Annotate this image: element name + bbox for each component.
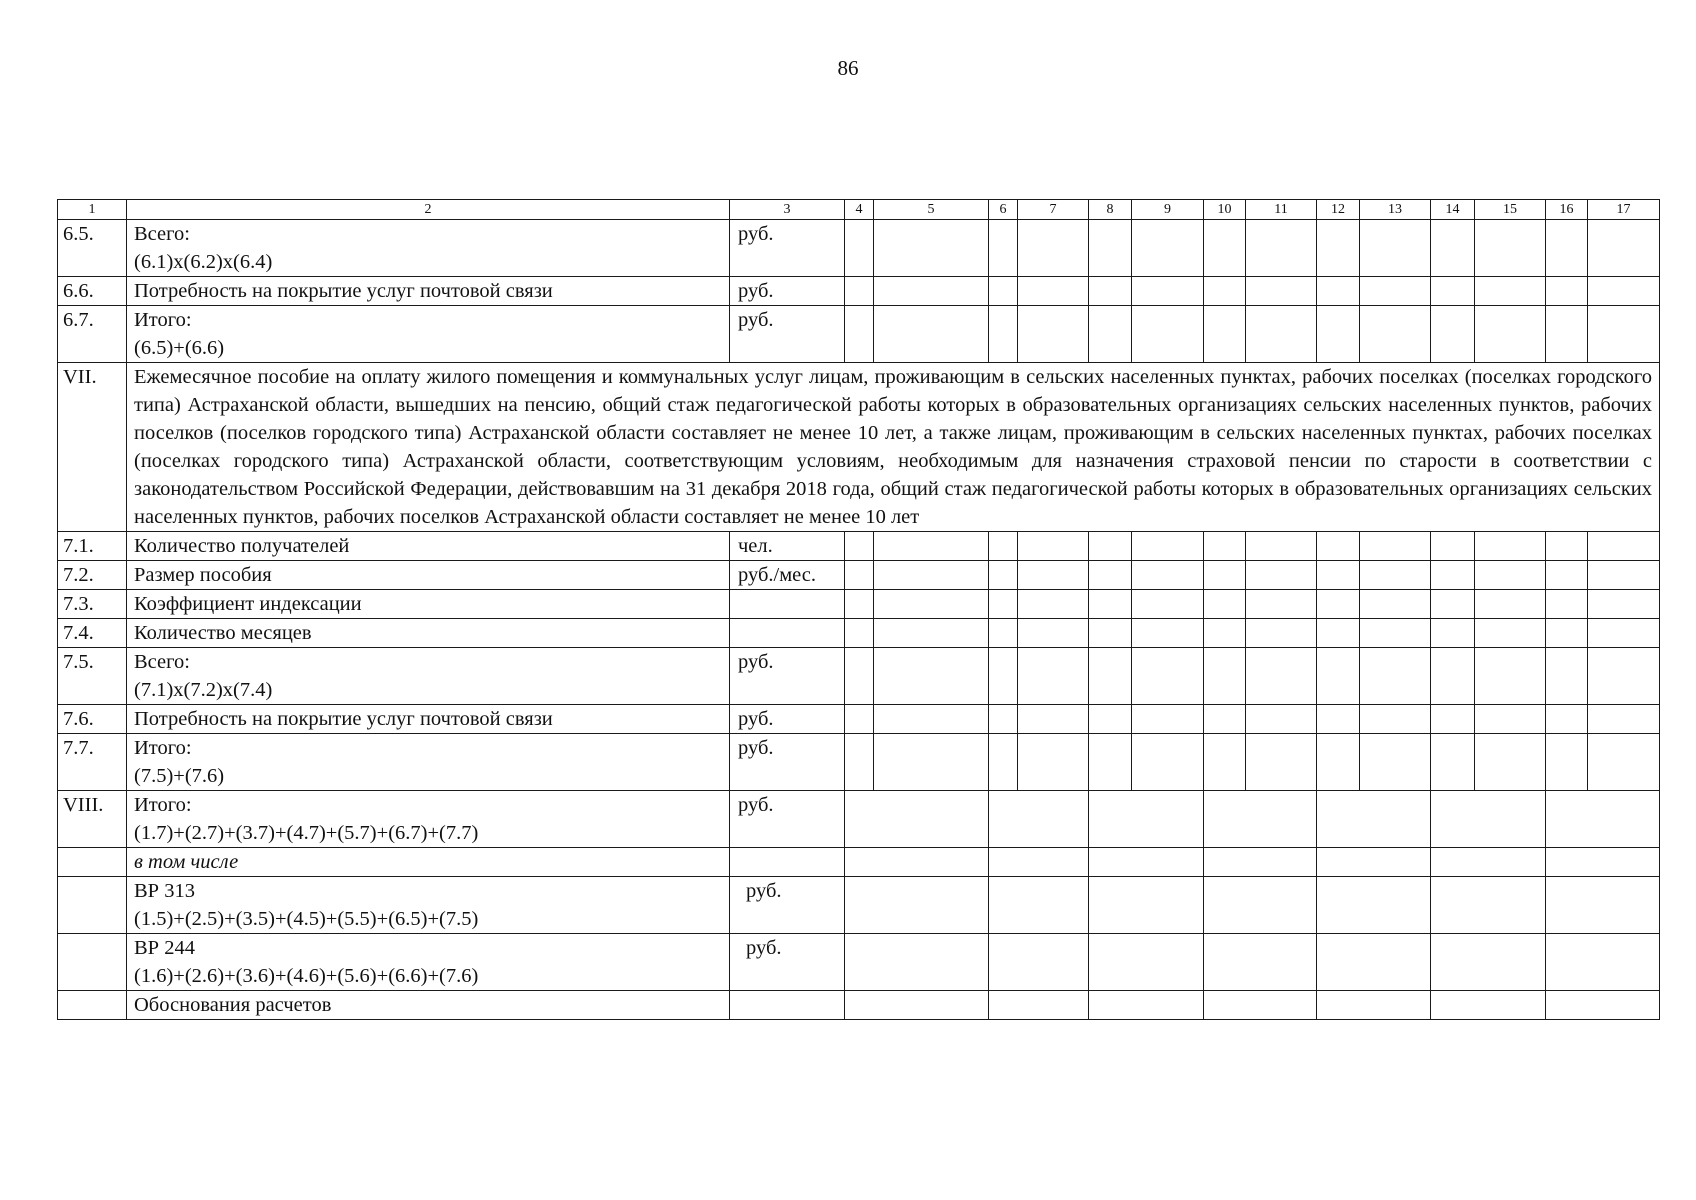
column-header: 15 <box>1475 200 1546 220</box>
row-formula: (1.6)+(2.6)+(3.6)+(4.6)+(5.6)+(6.6)+(7.6) <box>134 965 479 987</box>
row-unit <box>730 590 845 619</box>
row-title: ВР 244 <box>134 937 195 959</box>
row-formula: (7.5)+(7.6) <box>134 765 225 787</box>
row-title: Итого: <box>134 794 192 816</box>
column-header: 2 <box>127 200 730 220</box>
section-title: Ежемесячное пособие на оплату жилого помещения и коммунальных услуг лицам, проживающим в сельских населенных пунктах, рабочих поселках (поселках городского типа) Астраханской области, вышедших на пенсию, общий стаж педагогической работы которых в образовательных организациях сельских населенных пунктов, рабочих поселков (поселков городского типа) Астраханской области составляет не менее 10 лет, а также лицам, проживающим в сельских населенных пунктах, рабочих поселках (поселках городского типа) Астраханской области, соответствующим условиям, необходимым для назначения страховой пенсии по старости в соответствии с законодательством Российской Федерации, действовавшим на 31 декабря 2018 года, общий стаж педагогической работы которых в образовательных организациях сельских населенных пунктов, рабочих поселков Астраханской области составляет не менее 10 лет <box>127 363 1660 532</box>
row-unit: руб. <box>730 277 845 306</box>
row-formula: (1.7)+(2.7)+(3.7)+(4.7)+(5.7)+(6.7)+(7.7) <box>134 822 479 844</box>
row-formula: (6.5)+(6.6) <box>134 337 225 359</box>
row-label <box>127 734 730 791</box>
row-formula: (6.1)х(6.2)х(6.4) <box>134 251 273 273</box>
row-number: 7.1. <box>58 532 127 561</box>
column-header: 14 <box>1431 200 1475 220</box>
row-label: Потребность на покрытие услуг почтовой связи <box>127 705 730 734</box>
table-row <box>58 590 1660 619</box>
column-header: 11 <box>1246 200 1317 220</box>
table-row <box>58 532 1660 561</box>
table-row <box>58 220 1660 277</box>
column-header: 7 <box>1018 200 1089 220</box>
row-number: 7.2. <box>58 561 127 590</box>
row-unit: руб. <box>730 220 845 277</box>
column-header: 1 <box>58 200 127 220</box>
row-number: 6.5. <box>58 220 127 277</box>
row-label: Коэффициент индексации <box>127 590 730 619</box>
row-label: Потребность на покрытие услуг почтовой связи <box>127 277 730 306</box>
column-header: 3 <box>730 200 845 220</box>
section-number: VII. <box>58 363 127 532</box>
row-number: 6.6. <box>58 277 127 306</box>
row-unit: руб. <box>730 791 845 848</box>
table-row <box>58 734 1660 791</box>
column-header: 10 <box>1204 200 1246 220</box>
table-row <box>58 991 1660 1020</box>
page-number: 86 <box>837 56 859 80</box>
column-header: 5 <box>874 200 989 220</box>
row-label <box>127 877 730 934</box>
including-label: в том числе <box>127 848 730 877</box>
row-title: Всего: <box>134 223 190 245</box>
row-label: Обоснования расчетов <box>127 991 730 1020</box>
row-label: Размер пособия <box>127 561 730 590</box>
table-row <box>58 848 1660 877</box>
row-label: Количество месяцев <box>127 619 730 648</box>
row-label <box>127 934 730 991</box>
table-row <box>58 277 1660 306</box>
table-row <box>58 619 1660 648</box>
row-label <box>127 648 730 705</box>
row-label <box>127 306 730 363</box>
row-unit: руб. <box>730 306 845 363</box>
row-unit: чел. <box>730 532 845 561</box>
row-number: 6.7. <box>58 306 127 363</box>
column-header: 4 <box>845 200 874 220</box>
row-label: Количество получателей <box>127 532 730 561</box>
table-row <box>58 705 1660 734</box>
row-unit: руб. <box>730 877 845 934</box>
row-number: 7.7. <box>58 734 127 791</box>
row-label <box>127 220 730 277</box>
table-row <box>58 791 1660 848</box>
row-formula: (1.5)+(2.5)+(3.5)+(4.5)+(5.5)+(6.5)+(7.5) <box>134 908 479 930</box>
row-title: Всего: <box>134 651 190 673</box>
table-row <box>58 934 1660 991</box>
row-number: 7.5. <box>58 648 127 705</box>
row-number: 7.4. <box>58 619 127 648</box>
row-title: Итого: <box>134 309 192 331</box>
row-formula: (7.1)х(7.2)х(7.4) <box>134 679 273 701</box>
row-title: ВР 313 <box>134 880 195 902</box>
section-row <box>58 363 1660 532</box>
column-header: 17 <box>1588 200 1660 220</box>
budget-table <box>57 199 1660 1020</box>
table-row <box>58 648 1660 705</box>
table-row <box>58 306 1660 363</box>
column-header: 8 <box>1089 200 1132 220</box>
row-unit: руб. <box>730 934 845 991</box>
column-header: 6 <box>989 200 1018 220</box>
column-header: 16 <box>1546 200 1588 220</box>
column-header: 13 <box>1360 200 1431 220</box>
row-label <box>127 791 730 848</box>
column-header: 9 <box>1132 200 1204 220</box>
row-unit <box>730 619 845 648</box>
row-unit: руб. <box>730 648 845 705</box>
section-number: VIII. <box>58 791 127 848</box>
row-number: 7.3. <box>58 590 127 619</box>
row-title: Итого: <box>134 737 192 759</box>
row-unit: руб./мес. <box>730 561 845 590</box>
row-unit: руб. <box>730 734 845 791</box>
row-number: 7.6. <box>58 705 127 734</box>
header-row <box>58 200 1660 220</box>
column-header: 12 <box>1317 200 1360 220</box>
row-unit: руб. <box>730 705 845 734</box>
table-row <box>58 877 1660 934</box>
table-row <box>58 561 1660 590</box>
